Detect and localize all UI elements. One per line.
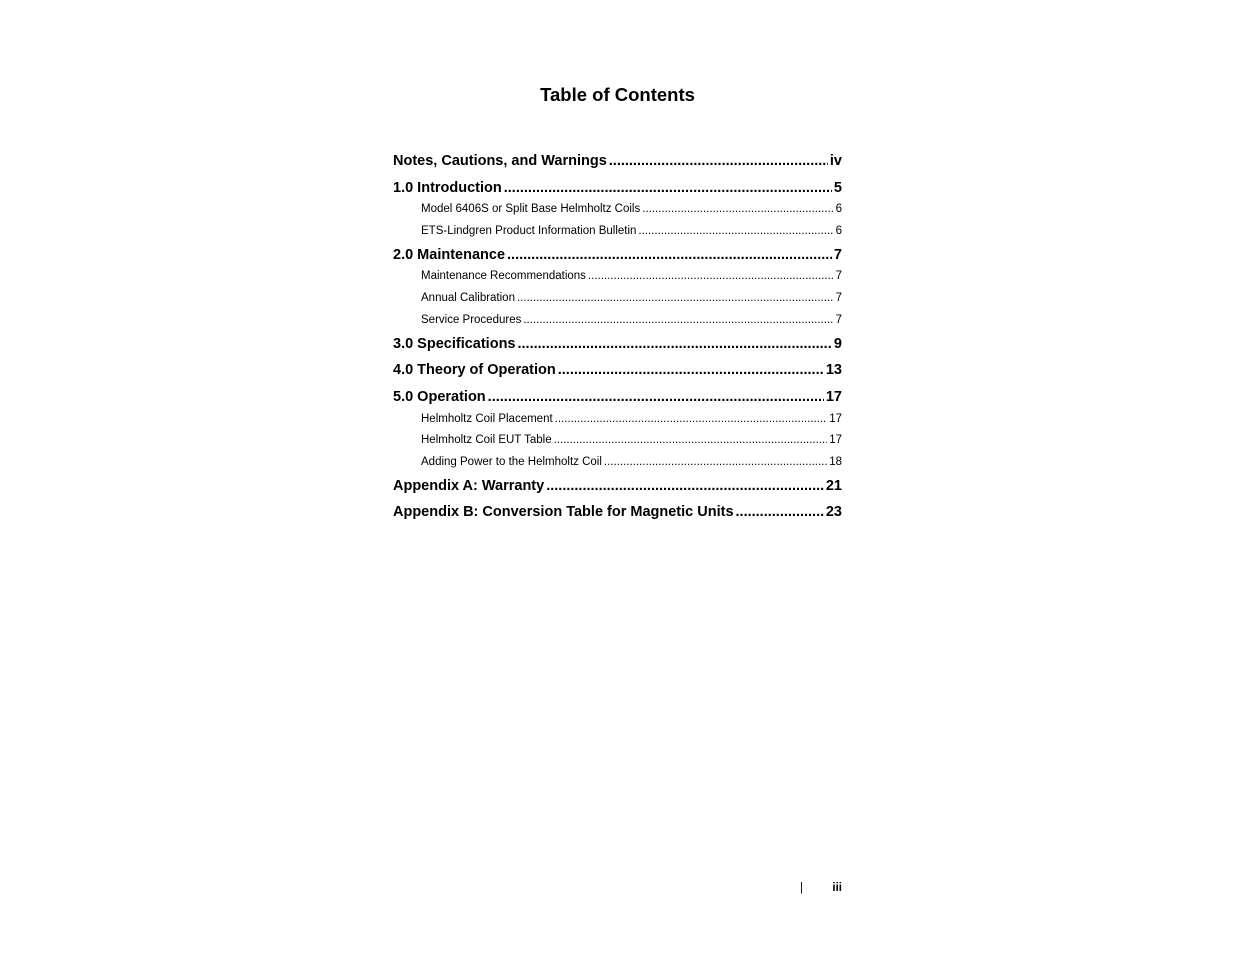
toc-entry-page: 17 — [829, 434, 842, 447]
toc-dot-leader — [488, 386, 824, 408]
toc-entry-label: Appendix A: Warranty — [393, 477, 545, 494]
toc-entry[interactable] — [393, 359, 842, 386]
toc-entry-page: 17 — [825, 388, 842, 405]
toc-subentry[interactable] — [393, 431, 842, 453]
toc-dot-leader — [518, 333, 832, 355]
toc-dot-leader — [507, 244, 832, 266]
toc-dot-leader — [604, 453, 827, 471]
toc-entry-page: 13 — [825, 362, 842, 379]
toc-entry-label: Helmholtz Coil Placement — [421, 412, 553, 425]
toc-entry-page: 21 — [825, 477, 842, 494]
toc-entry-label: ETS-Lindgren Product Information Bulletin — [421, 225, 637, 238]
toc-entry-page: 7 — [833, 246, 842, 263]
toc-entry-label: Model 6406S or Split Base Helmholtz Coils — [421, 203, 641, 216]
toc-list — [393, 150, 842, 528]
toc-entry-label: 1.0 Introduction — [393, 179, 502, 196]
toc-subentry[interactable] — [393, 311, 842, 333]
toc-entry-page: 17 — [829, 412, 842, 425]
toc-entry-label: Adding Power to the Helmholtz Coil — [421, 455, 602, 468]
footer-page-number: iii — [832, 882, 842, 894]
toc-entry-label: Annual Calibration — [421, 292, 515, 305]
toc-entry-label: Helmholtz Coil EUT Table — [421, 434, 552, 447]
toc-subentry[interactable] — [393, 200, 842, 222]
toc-entry-label: 2.0 Maintenance — [393, 246, 506, 263]
toc-dot-leader — [554, 431, 828, 449]
toc-entry-label: Service Procedures — [421, 313, 522, 326]
page-title: Table of Contents — [540, 84, 695, 105]
toc-subentry[interactable] — [393, 410, 842, 432]
toc-entry[interactable] — [393, 475, 842, 502]
toc-dot-leader — [546, 475, 824, 497]
toc-dot-leader — [517, 289, 834, 307]
toc-entry-page: 7 — [835, 313, 842, 326]
toc-entry[interactable] — [393, 177, 842, 204]
toc-dot-leader — [642, 200, 833, 218]
toc-entry-label: 3.0 Specifications — [393, 335, 516, 352]
toc-subentry[interactable] — [393, 267, 842, 289]
toc-entry-page: 9 — [833, 335, 842, 352]
toc-entry-label: Maintenance Recommendations — [421, 270, 586, 283]
page-footer — [800, 882, 842, 894]
toc-entry-page: 6 — [835, 225, 842, 238]
toc-entry-page: 23 — [825, 504, 842, 521]
toc-entry-label: Notes, Cautions, and Warnings — [393, 153, 607, 169]
toc-entry-page: 5 — [833, 179, 842, 196]
toc-dot-leader — [558, 359, 824, 381]
toc-dot-leader — [609, 150, 828, 172]
footer-separator: | — [800, 882, 803, 894]
toc-entry-page: 6 — [835, 203, 842, 216]
toc-entry-page: iv — [829, 153, 842, 169]
toc-dot-leader — [736, 501, 824, 523]
toc-entry[interactable] — [393, 386, 842, 413]
toc-subentry[interactable] — [393, 222, 842, 244]
toc-subentry[interactable] — [393, 453, 842, 475]
toc-entry[interactable] — [393, 501, 842, 528]
toc-entry[interactable] — [393, 150, 842, 177]
toc-entry-label: 4.0 Theory of Operation — [393, 362, 556, 379]
toc-entry-page: 18 — [829, 455, 842, 468]
toc-dot-leader — [555, 410, 828, 428]
toc-dot-leader — [588, 267, 834, 285]
toc-dot-leader — [523, 311, 833, 329]
toc-entry-page: 7 — [835, 270, 842, 283]
toc-entry-label: Appendix B: Conversion Table for Magnetic Units — [393, 504, 734, 521]
toc-subentry[interactable] — [393, 289, 842, 311]
toc-dot-leader — [504, 177, 832, 199]
toc-entry-label: 5.0 Operation — [393, 388, 486, 405]
toc-dot-leader — [638, 222, 833, 240]
toc-entry-page: 7 — [835, 292, 842, 305]
toc-entry[interactable] — [393, 244, 842, 271]
toc-entry[interactable] — [393, 333, 842, 360]
